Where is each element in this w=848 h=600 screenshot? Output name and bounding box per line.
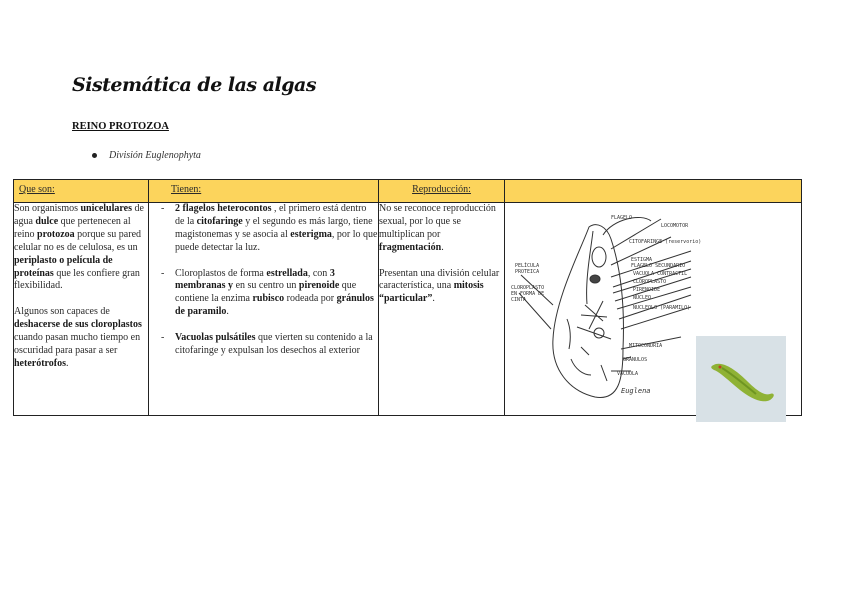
euglena-photo-icon (696, 336, 786, 422)
text-run: cuando pasan mucho tiempo en oscuridad para pasar a ser (14, 332, 141, 356)
bold-text-run: Vacuolas pulsátiles (175, 332, 256, 344)
header-tienen: Tienen: (149, 180, 379, 203)
bold-text-run: mitosis “particular” (379, 280, 484, 305)
text-run: y el segundo es más largo, tiene magistonemas y se asocia al (175, 215, 373, 240)
svg-text:PELÍCULA: PELÍCULA (515, 263, 540, 269)
cell-reproduccion (379, 203, 505, 416)
svg-text:CLOROPLASTO: CLOROPLASTO (633, 279, 667, 285)
svg-text:VACUOLA CONTRACTIL: VACUOLA CONTRACTIL (633, 271, 688, 277)
bold-text-run: 3 membranas y (175, 267, 335, 292)
text-run: que pertenecen al reino (14, 215, 131, 240)
que-son-paragraph-2 (14, 306, 148, 371)
tienen-item-cloroplastos (163, 268, 378, 320)
text-run: rodeada por (284, 293, 337, 305)
text-run: de agua (14, 203, 144, 227)
svg-text:MITOCONDRIA: MITOCONDRIA (629, 343, 663, 349)
bullet-item (92, 150, 201, 161)
text-run: Son organismos (14, 203, 81, 214)
cell-tienen (149, 203, 379, 416)
bullet-label: División Euglenophyta (109, 150, 201, 161)
svg-text:CINTA: CINTA (511, 297, 527, 303)
text-run: que vierten su contenido a la citofaringe y expulsan los desechos al exterior (175, 332, 373, 356)
text-run: en su centro un (233, 280, 299, 292)
svg-text:VACUOLA: VACUOLA (617, 371, 639, 377)
bold-text-run: gránulos de paramilo (175, 293, 374, 318)
bold-text-run: dulce (35, 215, 59, 227)
section-heading: REINO PROTOZOA (72, 121, 169, 132)
tienen-item-flagelos (163, 203, 378, 255)
text-run: . (66, 357, 69, 369)
bullet-icon (92, 153, 97, 158)
svg-text:NUCLEOLO (PARAMILO): NUCLEOLO (PARAMILO) (633, 305, 691, 311)
bold-text-run: deshacerse de sus cloroplastos (14, 319, 142, 331)
bold-text-run: 2 flagelos heterocontos (175, 203, 272, 214)
bold-text-run: heterótrofos (14, 357, 67, 369)
text-run: , por lo que puede detectar la luz. (175, 228, 378, 253)
header-reproduccion: Reproducción: (379, 180, 505, 203)
svg-text:LOCOMOTOR: LOCOMOTOR (661, 223, 689, 229)
header-empty (505, 180, 802, 203)
svg-text:Euglena: Euglena (621, 387, 651, 395)
table-header-row (14, 180, 802, 203)
svg-text:FLAGELO SECUNDARIO: FLAGELO SECUNDARIO (631, 263, 686, 269)
cell-images (505, 203, 802, 416)
bold-text-run: rubisco (252, 293, 285, 305)
text-run: Cloroplastos de forma (175, 267, 267, 279)
reproduccion-paragraph-1 (379, 203, 504, 255)
text-run: porque su pared celular no es de celulosa, es un (14, 228, 142, 253)
bold-text-run: unicelulares (80, 203, 132, 214)
info-table (13, 179, 802, 416)
svg-text:PIRENOIDE: PIRENOIDE (633, 287, 661, 293)
tienen-list (149, 203, 378, 358)
text-run: Algunos son capaces de (14, 306, 110, 318)
text-run: . (226, 306, 229, 318)
page-title: Sistemática de las algas (72, 74, 317, 96)
text-run: No se reconoce reproducción sexual, por lo que se multiplican por (379, 203, 496, 240)
text-run: , el primero está dentro de la (175, 203, 367, 227)
svg-text:PROTEICA: PROTEICA (515, 269, 540, 275)
svg-text:FLAGELO: FLAGELO (611, 215, 633, 221)
text-run: que contiene la enzima (175, 280, 357, 305)
text-run: , con (307, 267, 330, 279)
text-run: . (432, 293, 435, 305)
text-run: Presentan una división celular característica, una (379, 267, 500, 292)
bold-text-run: protozoa (37, 228, 75, 240)
svg-text:EN FORMA DE: EN FORMA DE (511, 291, 545, 297)
bold-text-run: periplasto o película de proteínas (14, 254, 113, 279)
svg-text:NÚCLEO: NÚCLEO (633, 295, 652, 301)
reproduccion-paragraph-2 (379, 268, 504, 307)
bold-text-run: pirenoide (298, 280, 340, 292)
svg-text:GRÁNULOS: GRÁNULOS (623, 357, 648, 363)
svg-text:CITOFARINGE (reservorio): CITOFARINGE (reservorio) (629, 239, 702, 245)
tienen-item-vacuolas (163, 332, 378, 358)
bold-text-run: estrellada (266, 267, 308, 279)
que-son-paragraph-1 (14, 203, 148, 293)
table-row (14, 203, 802, 416)
svg-text:CLOROPLASTO: CLOROPLASTO (511, 285, 545, 291)
header-que-son: Que son: (14, 180, 149, 203)
svg-text:ESTIGMA: ESTIGMA (631, 257, 653, 263)
bold-text-run: citofaringe (196, 215, 243, 227)
text-run: que les confiere gran flexibilidad. (14, 267, 140, 292)
bold-text-run: fragmentación (379, 241, 442, 253)
bold-text-run: esterigma (290, 228, 332, 240)
text-run: . (441, 241, 444, 253)
cell-que-son (14, 203, 149, 416)
